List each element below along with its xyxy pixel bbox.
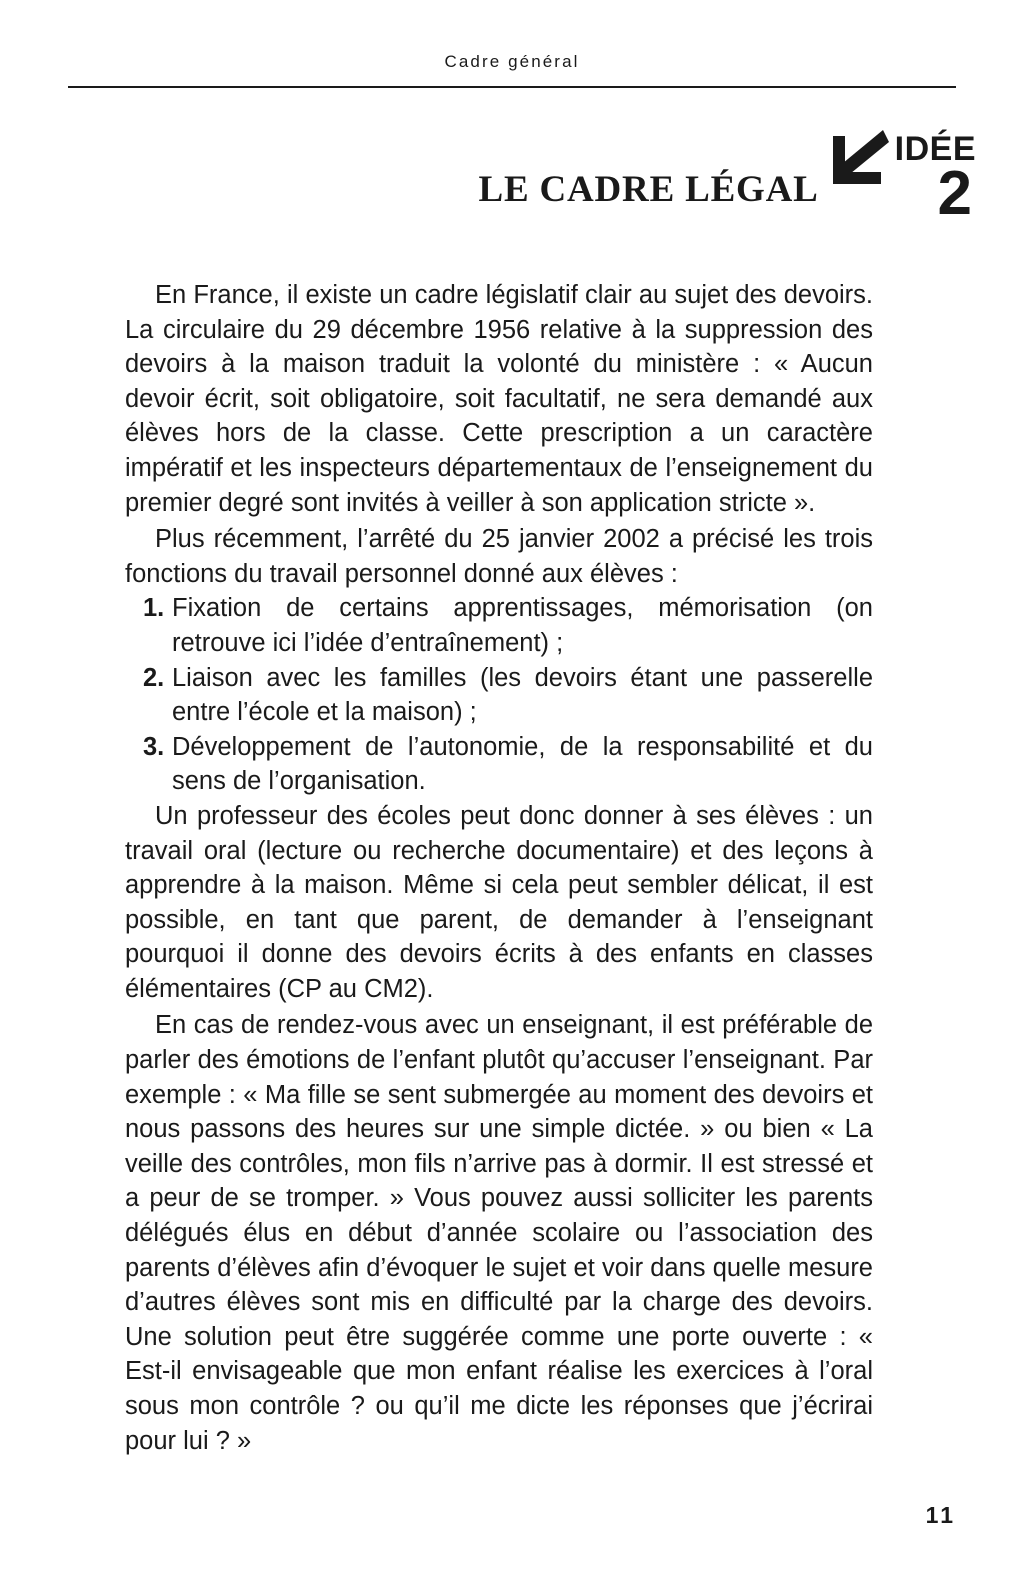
- page-number: 11: [925, 1502, 956, 1528]
- list-item: [125, 591, 873, 660]
- paragraph-teacher-homework-types: Un professeur des écoles peut donc donner à ses élèves : un travail oral (lecture ou recherche documentaire) et des leçons à apprendre à la maison. Même si cela peut sembler délicat, il est possible, en tant que parent, de demander à l’enseignant pourquoi il donne des devoirs écrits à des enfants en classes élémentaires (CP au CM2).: [125, 801, 873, 1003]
- title-row: [478, 120, 976, 229]
- body-column: [125, 278, 873, 1460]
- list-item-label: Fixation de certains apprentissages, mémorisation (on retrouve ici l’idée d’entraînement) ;: [172, 594, 873, 657]
- list-item-label: Développement de l’autonomie, de la responsabilité et du sens de l’organisation.: [172, 732, 873, 796]
- idea-badge-number: 2: [937, 159, 972, 229]
- paragraph-intro-legal-framework: En France, il existe un cadre législatif clair au sujet des devoirs. La circulaire du 29 décembre 1956 relative à la suppression des devoirs à la maison traduit la volonté du ministère : « Aucun devoir écrit, soit obligatoire, soit facultatif, ne sera demandé aux élèves hors de la classe. Cette prescription a un caractère impératif et les inspecteurs départementaux de l’enseignement du premier degré sont invités à veiller à son application stricte ».: [125, 281, 873, 517]
- list-item-number: 2.: [143, 663, 165, 692]
- paragraph-arrete-2002: Plus récemment, l’arrêté du 25 janvier 2002 a précisé les trois fonctions du travail personnel donné aux élèves :: [125, 525, 873, 588]
- paragraph-meeting-advice: En cas de rendez-vous avec un enseignant, il est préférable de parler des émotions de l’enfant plutôt qu’accuser l’enseignant. Par exemple : « Ma fille se sent submergée au moment des devoirs et nous passons des heures sur une simple dictée. » ou bien « La veille des contrôles, mon fils n’arrive pas à dormir. Il est stressé et a peur de se tromper. » Vous pouvez aussi solliciter les parents délégués élus en début d’année scolaire ou l’association des parents d’élèves afin d’évoquer le sujet et voir dans quelle mesure d’autres élèves sont mis en difficulté par la charge des devoirs. Une solution peut être suggérée comme une porte ouverte : « Est-il envisageable que mon enfant réalise les exercices à l’oral sous mon contrôle ? ou qu’il me dicte les réponses que j’écrirai pour lui ? »: [125, 1011, 873, 1455]
- list-item-number: 3.: [143, 732, 165, 761]
- list-item-label: Liaison avec les familles (les devoirs étant une passerelle entre l’école et la maison) ;: [172, 663, 873, 727]
- running-head-text: Cadre général: [444, 52, 580, 71]
- list-item: [125, 730, 873, 799]
- list-item-number: 1.: [143, 594, 165, 623]
- functions-list: [125, 591, 873, 799]
- header-divider: [68, 86, 956, 88]
- arrow-down-left-icon: [827, 128, 889, 190]
- idea-badge: [894, 130, 976, 229]
- chapter-title-block: [125, 120, 976, 265]
- list-item: [125, 661, 873, 730]
- idea-badge-label: IDÉE: [894, 130, 976, 168]
- running-head: [68, 52, 956, 72]
- page-title: LE CADRE LÉGAL: [478, 169, 819, 210]
